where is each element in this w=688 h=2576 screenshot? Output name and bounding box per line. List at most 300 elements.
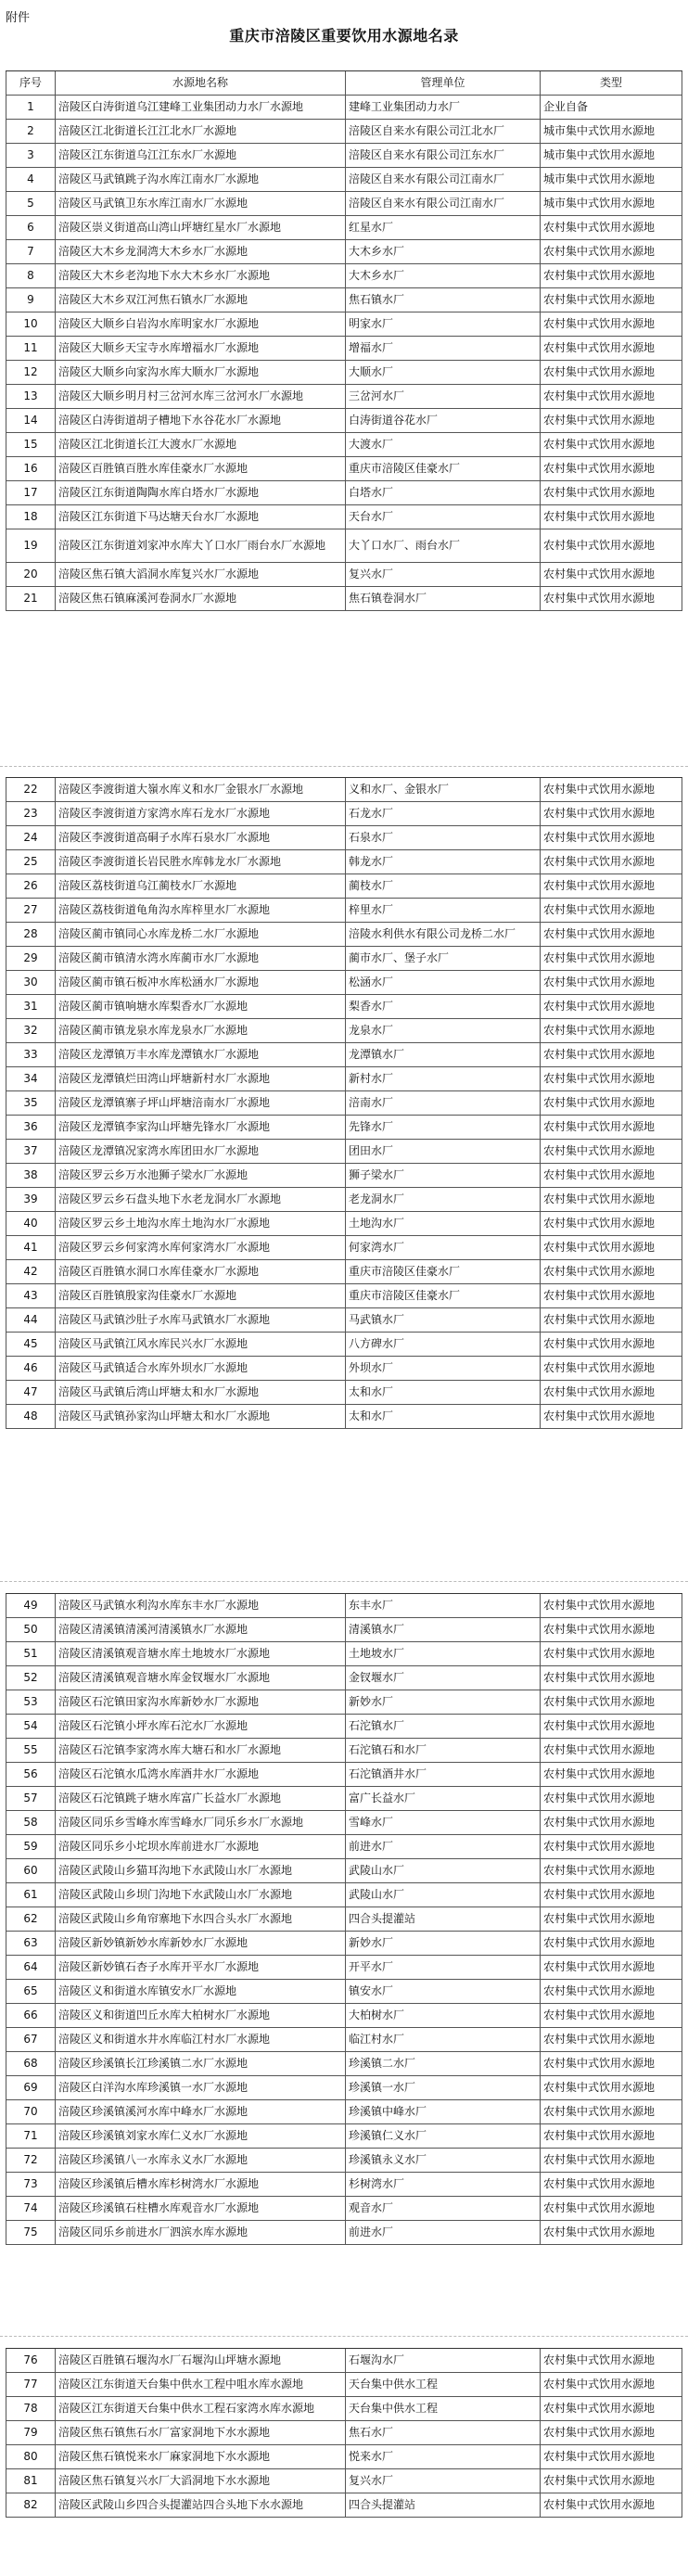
cell-management-unit: 石泉水厂 bbox=[346, 826, 541, 849]
cell-source-name: 涪陵区义和街道凹丘水库大柏树水厂水源地 bbox=[56, 2004, 346, 2027]
table-row bbox=[6, 216, 682, 240]
cell-no: 56 bbox=[6, 1763, 56, 1786]
cell-no: 34 bbox=[6, 1067, 56, 1090]
table-row bbox=[6, 1715, 682, 1739]
cell-no: 13 bbox=[6, 385, 56, 408]
cell-source-name: 涪陵区江东街道陶陶水库白塔水厂水源地 bbox=[56, 481, 346, 504]
cell-no: 20 bbox=[6, 563, 56, 586]
cell-no: 18 bbox=[6, 505, 56, 529]
cell-no: 61 bbox=[6, 1883, 56, 1906]
cell-type: 农村集中式饮用水源地 bbox=[541, 1043, 682, 1066]
cell-source-name: 涪陵区蔺市镇石板冲水库松涵水厂水源地 bbox=[56, 971, 346, 994]
cell-source-name: 涪陵区李渡街道方家湾水库石龙水厂水源地 bbox=[56, 802, 346, 825]
table-row bbox=[6, 1980, 682, 2004]
cell-type: 农村集中式饮用水源地 bbox=[541, 2373, 682, 2396]
cell-management-unit: 天台水厂 bbox=[346, 505, 541, 529]
cell-management-unit: 杉树湾水厂 bbox=[346, 2173, 541, 2196]
table-row bbox=[6, 457, 682, 481]
table-row bbox=[6, 1357, 682, 1381]
cell-management-unit: 土地坡水厂 bbox=[346, 1642, 541, 1665]
table-row bbox=[6, 2004, 682, 2028]
cell-source-name: 涪陵区蔺市镇同心水库龙桥二水厂水源地 bbox=[56, 923, 346, 946]
cell-no: 14 bbox=[6, 409, 56, 432]
table-row bbox=[6, 2493, 682, 2518]
cell-management-unit: 涪陵区自来水有限公司江北水厂 bbox=[346, 120, 541, 143]
cell-no: 40 bbox=[6, 1212, 56, 1235]
cell-no: 27 bbox=[6, 899, 56, 922]
page-break bbox=[0, 1581, 688, 1591]
cell-type: 农村集中式饮用水源地 bbox=[541, 971, 682, 994]
cell-management-unit: 涪陵区自来水有限公司江东水厂 bbox=[346, 144, 541, 167]
cell-type: 农村集中式饮用水源地 bbox=[541, 1980, 682, 2003]
cell-no: 81 bbox=[6, 2469, 56, 2493]
cell-no: 5 bbox=[6, 192, 56, 215]
cell-type: 农村集中式饮用水源地 bbox=[541, 409, 682, 432]
cell-source-name: 涪陵区罗云乡石盘头地下水老龙洞水厂水源地 bbox=[56, 1188, 346, 1211]
cell-management-unit: 松涵水厂 bbox=[346, 971, 541, 994]
cell-no: 59 bbox=[6, 1835, 56, 1858]
cell-type: 农村集中式饮用水源地 bbox=[541, 2052, 682, 2075]
table-row bbox=[6, 802, 682, 826]
table-row bbox=[6, 312, 682, 337]
cell-management-unit: 复兴水厂 bbox=[346, 563, 541, 586]
cell-management-unit: 韩龙水厂 bbox=[346, 850, 541, 874]
cell-no: 3 bbox=[6, 144, 56, 167]
table-row bbox=[6, 192, 682, 216]
cell-management-unit: 明家水厂 bbox=[346, 312, 541, 336]
table-row bbox=[6, 874, 682, 899]
header-name: 水源地名称 bbox=[56, 71, 346, 95]
cell-source-name: 涪陵区珍溪镇刘家水库仁义水厂水源地 bbox=[56, 2124, 346, 2148]
table-row bbox=[6, 1212, 682, 1236]
cell-type: 农村集中式饮用水源地 bbox=[541, 1594, 682, 1617]
cell-management-unit: 东丰水厂 bbox=[346, 1594, 541, 1617]
cell-no: 21 bbox=[6, 587, 56, 610]
cell-source-name: 涪陵区百胜镇百胜水库佳豪水厂水源地 bbox=[56, 457, 346, 480]
cell-type: 城市集中式饮用水源地 bbox=[541, 168, 682, 191]
cell-no: 82 bbox=[6, 2493, 56, 2517]
table-row bbox=[6, 481, 682, 505]
cell-type: 农村集中式饮用水源地 bbox=[541, 1405, 682, 1428]
table-row bbox=[6, 1859, 682, 1883]
cell-type: 农村集中式饮用水源地 bbox=[541, 2349, 682, 2372]
cell-type: 农村集中式饮用水源地 bbox=[541, 2493, 682, 2517]
cell-no: 74 bbox=[6, 2197, 56, 2220]
cell-type: 城市集中式饮用水源地 bbox=[541, 192, 682, 215]
cell-source-name: 涪陵区珍溪镇后槽水库杉树湾水厂水源地 bbox=[56, 2173, 346, 2196]
cell-management-unit: 天台集中供水工程 bbox=[346, 2397, 541, 2420]
cell-source-name: 涪陵区武陵山乡猫耳沟地下水武陵山水厂水源地 bbox=[56, 1859, 346, 1882]
cell-management-unit: 珍溪镇仁义水厂 bbox=[346, 2124, 541, 2148]
cell-no: 57 bbox=[6, 1787, 56, 1810]
cell-no: 64 bbox=[6, 1956, 56, 1979]
cell-source-name: 涪陵区大顺乡白岩沟水库明家水厂水源地 bbox=[56, 312, 346, 336]
cell-type: 农村集中式饮用水源地 bbox=[541, 2173, 682, 2196]
table-section-1 bbox=[6, 70, 682, 611]
cell-source-name: 涪陵区石沱镇跳子塘水库富广长益水厂水源地 bbox=[56, 1787, 346, 1810]
cell-no: 51 bbox=[6, 1642, 56, 1665]
cell-type: 农村集中式饮用水源地 bbox=[541, 1357, 682, 1380]
cell-management-unit: 新妙水厂 bbox=[346, 1690, 541, 1714]
cell-type: 农村集中式饮用水源地 bbox=[541, 1618, 682, 1641]
cell-source-name: 涪陵区马武镇跳子沟水库江南水厂水源地 bbox=[56, 168, 346, 191]
cell-type: 农村集中式饮用水源地 bbox=[541, 2028, 682, 2051]
cell-type: 农村集中式饮用水源地 bbox=[541, 240, 682, 263]
cell-source-name: 涪陵区同乐乡小坨坝水库前进水厂水源地 bbox=[56, 1835, 346, 1858]
table-row bbox=[6, 1067, 682, 1091]
cell-type: 农村集中式饮用水源地 bbox=[541, 2076, 682, 2099]
cell-no: 50 bbox=[6, 1618, 56, 1641]
attachment-label: 附件 bbox=[6, 11, 31, 25]
cell-source-name: 涪陵区李渡街道高硐子水库石泉水厂水源地 bbox=[56, 826, 346, 849]
cell-type: 农村集中式饮用水源地 bbox=[541, 312, 682, 336]
cell-management-unit: 白塔水厂 bbox=[346, 481, 541, 504]
cell-management-unit: 太和水厂 bbox=[346, 1405, 541, 1428]
cell-source-name: 涪陵区马武镇水利沟水库东丰水厂水源地 bbox=[56, 1594, 346, 1617]
cell-management-unit: 白涛街道谷花水厂 bbox=[346, 409, 541, 432]
cell-management-unit: 焦石镇卷洞水厂 bbox=[346, 587, 541, 610]
cell-source-name: 涪陵区大顺乡天宝寺水库增福水厂水源地 bbox=[56, 337, 346, 360]
cell-no: 72 bbox=[6, 2149, 56, 2172]
cell-no: 38 bbox=[6, 1164, 56, 1187]
cell-source-name: 涪陵区焦石镇复兴水厂大滔洞地下水水源地 bbox=[56, 2469, 346, 2493]
cell-type: 农村集中式饮用水源地 bbox=[541, 505, 682, 529]
cell-source-name: 涪陵区同乐乡雪峰水库雪峰水厂同乐乡水厂水源地 bbox=[56, 1811, 346, 1834]
cell-type: 农村集中式饮用水源地 bbox=[541, 457, 682, 480]
cell-management-unit: 三岔河水厂 bbox=[346, 385, 541, 408]
cell-source-name: 涪陵区罗云乡土地沟水库土地沟水厂水源地 bbox=[56, 1212, 346, 1235]
cell-source-name: 涪陵区焦石镇焦石水厂富家洞地下水水源地 bbox=[56, 2421, 346, 2444]
cell-type: 农村集中式饮用水源地 bbox=[541, 1690, 682, 1714]
cell-source-name: 涪陵区罗云乡万水池狮子梁水厂水源地 bbox=[56, 1164, 346, 1187]
cell-type: 农村集中式饮用水源地 bbox=[541, 2124, 682, 2148]
cell-source-name: 涪陵区焦石镇大滔洞水库复兴水厂水源地 bbox=[56, 563, 346, 586]
cell-management-unit: 新妙水厂 bbox=[346, 1932, 541, 1955]
table-row bbox=[6, 240, 682, 264]
cell-management-unit: 太和水厂 bbox=[346, 1381, 541, 1404]
cell-management-unit: 开平水厂 bbox=[346, 1956, 541, 1979]
cell-management-unit: 重庆市涪陵区佳豪水厂 bbox=[346, 457, 541, 480]
table-row bbox=[6, 1140, 682, 1164]
cell-management-unit: 石沱镇石和水厂 bbox=[346, 1739, 541, 1762]
table-row bbox=[6, 1618, 682, 1642]
cell-source-name: 涪陵区大顺乡明月村三岔河水库三岔河水厂水源地 bbox=[56, 385, 346, 408]
cell-management-unit: 富广长益水厂 bbox=[346, 1787, 541, 1810]
cell-type: 农村集中式饮用水源地 bbox=[541, 529, 682, 562]
cell-management-unit: 前进水厂 bbox=[346, 1835, 541, 1858]
cell-no: 42 bbox=[6, 1260, 56, 1283]
cell-source-name: 涪陵区清溪镇观音塘水库土地坡水厂水源地 bbox=[56, 1642, 346, 1665]
cell-source-name: 涪陵区白涛街道乌江建峰工业集团动力水厂水源地 bbox=[56, 96, 346, 119]
cell-management-unit: 老龙洞水厂 bbox=[346, 1188, 541, 1211]
cell-source-name: 涪陵区江东街道乌江江东水厂水源地 bbox=[56, 144, 346, 167]
cell-source-name: 涪陵区马武镇适合水库外坝水厂水源地 bbox=[56, 1357, 346, 1380]
table-row bbox=[6, 288, 682, 312]
cell-no: 58 bbox=[6, 1811, 56, 1834]
table-row bbox=[6, 2421, 682, 2445]
cell-type: 农村集中式饮用水源地 bbox=[541, 2004, 682, 2027]
cell-no: 75 bbox=[6, 2221, 56, 2244]
cell-management-unit: 蔺市水厂、堡子水厂 bbox=[346, 947, 541, 970]
cell-no: 33 bbox=[6, 1043, 56, 1066]
cell-source-name: 涪陵区义和街道水库镇安水厂水源地 bbox=[56, 1980, 346, 2003]
cell-source-name: 涪陵区清溪镇观音塘水库金钗堰水厂水源地 bbox=[56, 1666, 346, 1690]
cell-source-name: 涪陵区大顺乡向家沟水库大顺水厂水源地 bbox=[56, 361, 346, 384]
table-row bbox=[6, 1043, 682, 1067]
table-row bbox=[6, 2397, 682, 2421]
cell-source-name: 涪陵区武陵山乡坝门沟地下水武陵山水厂水源地 bbox=[56, 1883, 346, 1906]
table-row bbox=[6, 1019, 682, 1043]
table-section-4 bbox=[6, 2348, 682, 2518]
cell-no: 1 bbox=[6, 96, 56, 119]
cell-source-name: 涪陵区同乐乡前进水厂泗滨水库水源地 bbox=[56, 2221, 346, 2244]
cell-no: 66 bbox=[6, 2004, 56, 2027]
table-row bbox=[6, 1763, 682, 1787]
cell-management-unit: 金钗堰水厂 bbox=[346, 1666, 541, 1690]
cell-type: 农村集中式饮用水源地 bbox=[541, 563, 682, 586]
cell-type: 农村集中式饮用水源地 bbox=[541, 2197, 682, 2220]
cell-type: 农村集中式饮用水源地 bbox=[541, 1666, 682, 1690]
cell-no: 11 bbox=[6, 337, 56, 360]
cell-management-unit: 观音水厂 bbox=[346, 2197, 541, 2220]
cell-no: 71 bbox=[6, 2124, 56, 2148]
table-row bbox=[6, 1381, 682, 1405]
cell-source-name: 涪陵区李渡街道长岩民胜水库韩龙水厂水源地 bbox=[56, 850, 346, 874]
cell-management-unit: 外坝水厂 bbox=[346, 1357, 541, 1380]
cell-type: 农村集中式饮用水源地 bbox=[541, 361, 682, 384]
cell-no: 76 bbox=[6, 2349, 56, 2372]
cell-type: 农村集中式饮用水源地 bbox=[541, 1164, 682, 1187]
cell-no: 69 bbox=[6, 2076, 56, 2099]
cell-type: 农村集中式饮用水源地 bbox=[541, 264, 682, 287]
cell-type: 农村集中式饮用水源地 bbox=[541, 2445, 682, 2468]
cell-management-unit: 石堰沟水厂 bbox=[346, 2349, 541, 2372]
table-row bbox=[6, 1811, 682, 1835]
table-row bbox=[6, 1116, 682, 1140]
cell-management-unit: 大丫口水厂、雨台水厂 bbox=[346, 529, 541, 562]
cell-management-unit: 狮子梁水厂 bbox=[346, 1164, 541, 1187]
table-row bbox=[6, 1405, 682, 1429]
cell-type: 农村集中式饮用水源地 bbox=[541, 288, 682, 312]
cell-source-name: 涪陵区百胜镇水洞口水库佳豪水厂水源地 bbox=[56, 1260, 346, 1283]
table-row bbox=[6, 1739, 682, 1763]
cell-source-name: 涪陵区龙潭镇烂田湾山坪塘新村水厂水源地 bbox=[56, 1067, 346, 1090]
table-row bbox=[6, 361, 682, 385]
cell-source-name: 涪陵区焦石镇悦来水厂麻家洞地下水水源地 bbox=[56, 2445, 346, 2468]
cell-source-name: 涪陵区江北街道长江江北水厂水源地 bbox=[56, 120, 346, 143]
cell-source-name: 涪陵区珍溪镇溪河水库中峰水厂水源地 bbox=[56, 2100, 346, 2123]
cell-type: 农村集中式饮用水源地 bbox=[541, 481, 682, 504]
cell-management-unit: 珍溪镇永义水厂 bbox=[346, 2149, 541, 2172]
table-row bbox=[6, 1284, 682, 1308]
cell-management-unit: 石沱镇酒井水厂 bbox=[346, 1763, 541, 1786]
table-row bbox=[6, 2469, 682, 2493]
cell-management-unit: 焦石镇水厂 bbox=[346, 288, 541, 312]
table-row bbox=[6, 995, 682, 1019]
table-row bbox=[6, 2052, 682, 2076]
cell-management-unit: 大柏树水厂 bbox=[346, 2004, 541, 2027]
cell-source-name: 涪陵区白涛街道胡子槽地下水谷花水厂水源地 bbox=[56, 409, 346, 432]
cell-management-unit: 武陵山水厂 bbox=[346, 1859, 541, 1882]
cell-management-unit: 石沱镇水厂 bbox=[346, 1715, 541, 1738]
cell-no: 52 bbox=[6, 1666, 56, 1690]
cell-no: 54 bbox=[6, 1715, 56, 1738]
cell-source-name: 涪陵区大木乡双江河焦石镇水厂水源地 bbox=[56, 288, 346, 312]
cell-no: 65 bbox=[6, 1980, 56, 2003]
cell-management-unit: 大顺水厂 bbox=[346, 361, 541, 384]
cell-no: 73 bbox=[6, 2173, 56, 2196]
cell-no: 77 bbox=[6, 2373, 56, 2396]
cell-management-unit: 涪陵区自来水有限公司江南水厂 bbox=[346, 168, 541, 191]
cell-no: 26 bbox=[6, 874, 56, 898]
cell-no: 15 bbox=[6, 433, 56, 456]
cell-management-unit: 悦来水厂 bbox=[346, 2445, 541, 2468]
cell-source-name: 涪陵区李渡街道大嶺水库义和水厂金银水厂水源地 bbox=[56, 778, 346, 801]
cell-source-name: 涪陵区珍溪镇石柱槽水库观音水厂水源地 bbox=[56, 2197, 346, 2220]
cell-type: 农村集中式饮用水源地 bbox=[541, 1188, 682, 1211]
cell-no: 17 bbox=[6, 481, 56, 504]
table-row bbox=[6, 264, 682, 288]
table-row bbox=[6, 778, 682, 802]
cell-type: 农村集中式饮用水源地 bbox=[541, 1883, 682, 1906]
cell-type: 农村集中式饮用水源地 bbox=[541, 385, 682, 408]
cell-no: 62 bbox=[6, 1907, 56, 1931]
cell-management-unit: 珍溪镇中峰水厂 bbox=[346, 2100, 541, 2123]
cell-type: 农村集中式饮用水源地 bbox=[541, 433, 682, 456]
table-row bbox=[6, 850, 682, 874]
cell-management-unit: 蔺枝水厂 bbox=[346, 874, 541, 898]
table-row bbox=[6, 1835, 682, 1859]
cell-no: 2 bbox=[6, 120, 56, 143]
cell-management-unit: 大渡水厂 bbox=[346, 433, 541, 456]
cell-no: 10 bbox=[6, 312, 56, 336]
table-row bbox=[6, 144, 682, 168]
cell-no: 30 bbox=[6, 971, 56, 994]
cell-source-name: 涪陵区荔枝街道龟角沟水库梓里水厂水源地 bbox=[56, 899, 346, 922]
cell-no: 79 bbox=[6, 2421, 56, 2444]
cell-source-name: 涪陵区马武镇孙家沟山坪塘太和水厂水源地 bbox=[56, 1405, 346, 1428]
cell-no: 46 bbox=[6, 1357, 56, 1380]
table-row bbox=[6, 409, 682, 433]
cell-source-name: 涪陵区百胜镇殷家沟佳豪水厂水源地 bbox=[56, 1284, 346, 1307]
cell-management-unit: 龙泉水厂 bbox=[346, 1019, 541, 1042]
cell-management-unit: 大木乡水厂 bbox=[346, 240, 541, 263]
cell-source-name: 涪陵区蔺市镇龙泉水库龙泉水厂水源地 bbox=[56, 1019, 346, 1042]
table-row bbox=[6, 563, 682, 587]
cell-no: 70 bbox=[6, 2100, 56, 2123]
cell-no: 47 bbox=[6, 1381, 56, 1404]
cell-source-name: 涪陵区马武镇沙肚子水库马武镇水厂水源地 bbox=[56, 1308, 346, 1332]
cell-management-unit: 马武镇水厂 bbox=[346, 1308, 541, 1332]
cell-no: 44 bbox=[6, 1308, 56, 1332]
table-section-2 bbox=[6, 777, 682, 1429]
cell-source-name: 涪陵区珍溪镇八一水库永义水厂水源地 bbox=[56, 2149, 346, 2172]
cell-type: 农村集中式饮用水源地 bbox=[541, 947, 682, 970]
cell-source-name: 涪陵区武陵山乡四合头提灌站四合头地下水水源地 bbox=[56, 2493, 346, 2517]
table-row bbox=[6, 2221, 682, 2245]
cell-no: 48 bbox=[6, 1405, 56, 1428]
cell-management-unit: 何家湾水厂 bbox=[346, 1236, 541, 1259]
page-title: 重庆市涪陵区重要饮用水源地名录 bbox=[229, 27, 459, 45]
cell-no: 78 bbox=[6, 2397, 56, 2420]
table-row bbox=[6, 1260, 682, 1284]
cell-source-name: 涪陵区罗云乡何家湾水库何家湾水厂水源地 bbox=[56, 1236, 346, 1259]
cell-type: 农村集中式饮用水源地 bbox=[541, 1308, 682, 1332]
table-row bbox=[6, 1787, 682, 1811]
cell-source-name: 涪陵区石沱镇水瓜湾水库酒井水厂水源地 bbox=[56, 1763, 346, 1786]
cell-source-name: 涪陵区清溪镇清溪河清溪镇水厂水源地 bbox=[56, 1618, 346, 1641]
cell-no: 12 bbox=[6, 361, 56, 384]
cell-type: 农村集中式饮用水源地 bbox=[541, 1091, 682, 1115]
table-row bbox=[6, 1956, 682, 1980]
table-row bbox=[6, 1932, 682, 1956]
cell-management-unit: 梓里水厂 bbox=[346, 899, 541, 922]
cell-management-unit: 武陵山水厂 bbox=[346, 1883, 541, 1906]
cell-type: 城市集中式饮用水源地 bbox=[541, 144, 682, 167]
cell-management-unit: 红星水厂 bbox=[346, 216, 541, 239]
cell-type: 农村集中式饮用水源地 bbox=[541, 1956, 682, 1979]
cell-type: 农村集中式饮用水源地 bbox=[541, 1284, 682, 1307]
cell-no: 24 bbox=[6, 826, 56, 849]
cell-type: 农村集中式饮用水源地 bbox=[541, 1381, 682, 1404]
cell-type: 农村集中式饮用水源地 bbox=[541, 802, 682, 825]
cell-management-unit: 团田水厂 bbox=[346, 1140, 541, 1163]
table-row bbox=[6, 826, 682, 850]
cell-source-name: 涪陵区江东街道天台集中供水工程中咀水库水源地 bbox=[56, 2373, 346, 2396]
cell-type: 农村集中式饮用水源地 bbox=[541, 778, 682, 801]
cell-management-unit: 龙潭镇水厂 bbox=[346, 1043, 541, 1066]
cell-no: 6 bbox=[6, 216, 56, 239]
cell-management-unit: 涪陵水利供水有限公司龙桥二水厂 bbox=[346, 923, 541, 946]
cell-type: 农村集中式饮用水源地 bbox=[541, 337, 682, 360]
cell-type: 企业自备 bbox=[541, 96, 682, 119]
table-row bbox=[6, 385, 682, 409]
cell-source-name: 涪陵区江北街道长江大渡水厂水源地 bbox=[56, 433, 346, 456]
cell-management-unit: 珍溪镇一水厂 bbox=[346, 2076, 541, 2099]
table-section-3 bbox=[6, 1593, 682, 2245]
cell-no: 53 bbox=[6, 1690, 56, 1714]
cell-source-name: 涪陵区珍溪镇长江珍溪镇二水厂水源地 bbox=[56, 2052, 346, 2075]
table-row bbox=[6, 1642, 682, 1666]
cell-management-unit: 四合头提灌站 bbox=[346, 1907, 541, 1931]
table-row bbox=[6, 899, 682, 923]
cell-management-unit: 清溪镇水厂 bbox=[346, 1618, 541, 1641]
cell-source-name: 涪陵区江东街道天台集中供水工程石家湾水库水源地 bbox=[56, 2397, 346, 2420]
table-row bbox=[6, 505, 682, 529]
table-row bbox=[6, 1690, 682, 1715]
cell-management-unit: 大木乡水厂 bbox=[346, 264, 541, 287]
header-no: 序号 bbox=[6, 71, 56, 95]
cell-no: 43 bbox=[6, 1284, 56, 1307]
cell-no: 9 bbox=[6, 288, 56, 312]
cell-management-unit: 临江村水厂 bbox=[346, 2028, 541, 2051]
table-row bbox=[6, 1308, 682, 1333]
cell-management-unit: 新村水厂 bbox=[346, 1067, 541, 1090]
cell-no: 8 bbox=[6, 264, 56, 287]
table-row bbox=[6, 168, 682, 192]
cell-type: 农村集中式饮用水源地 bbox=[541, 1859, 682, 1882]
cell-no: 32 bbox=[6, 1019, 56, 1042]
cell-type: 农村集中式饮用水源地 bbox=[541, 850, 682, 874]
cell-type: 农村集中式饮用水源地 bbox=[541, 1739, 682, 1762]
table-row bbox=[6, 120, 682, 144]
table-row bbox=[6, 2149, 682, 2173]
cell-source-name: 涪陵区新妙镇石杏子水库开平水厂水源地 bbox=[56, 1956, 346, 1979]
cell-type: 农村集中式饮用水源地 bbox=[541, 1067, 682, 1090]
cell-source-name: 涪陵区荔枝街道乌江蔺枝水厂水源地 bbox=[56, 874, 346, 898]
cell-source-name: 涪陵区蔺市镇响塘水库梨香水厂水源地 bbox=[56, 995, 346, 1018]
cell-source-name: 涪陵区马武镇江风水库民兴水厂水源地 bbox=[56, 1333, 346, 1356]
